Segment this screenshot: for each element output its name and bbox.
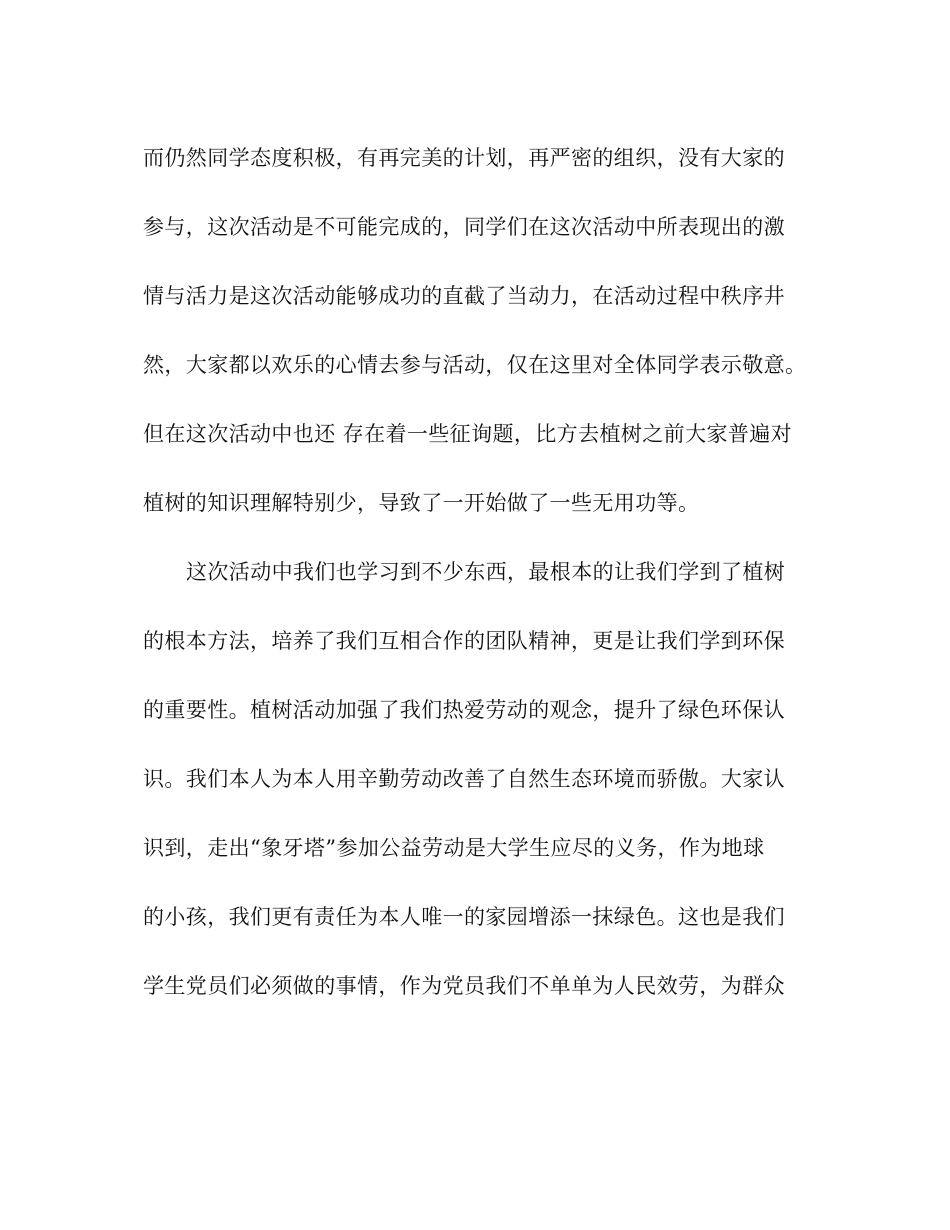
paragraph-line: 但在这次活动中也还 存在着一些征询题，比方去植树之前大家普遍对 xyxy=(143,422,793,446)
paragraph-line: 的小孩，我们更有责任为本人唯一的家园增添一抹绿色。这也是我们 xyxy=(143,905,785,929)
paragraph-line: 识。我们本人为本人用辛勤劳动改善了自然生态环境而骄傲。大家认 xyxy=(143,767,785,791)
paragraph-line: 参与，这次活动是不可能完成的，同学们在这次活动中所表现出的激 xyxy=(143,215,785,239)
paragraph-line: 的根本方法，培养了我们互相合作的团队精神，更是让我们学到环保 xyxy=(143,629,785,653)
paragraph-line: 这次活动中我们也学习到不少东西，最根本的让我们学到了植树 xyxy=(186,560,786,584)
paragraph-line: 的重要性。植树活动加强了我们热爱劳动的观念，提升了绿色环保认 xyxy=(143,698,785,722)
paragraph-line: 植树的知识理解特别少，导致了一开始做了一些无用功等。 xyxy=(143,491,700,515)
paragraph-line: 学生党员们必须做的事情，作为党员我们不单单为人民效劳，为群众 xyxy=(143,974,785,998)
paragraph-line: 而仍然同学态度积极，有再完美的计划，再严密的组织，没有大家的 xyxy=(143,146,785,170)
paragraph-line: 情与活力是这次活动能够成功的直截了当动力，在活动过程中秩序井 xyxy=(143,284,785,308)
paragraph-line: 然，大家都以欢乐的心情去参与活动，仅在这里对全体同学表示敬意。 xyxy=(143,353,807,377)
paragraph-line: 识到，走出“象牙塔”参加公益劳动是大学生应尽的义务，作为地球 xyxy=(143,836,765,860)
